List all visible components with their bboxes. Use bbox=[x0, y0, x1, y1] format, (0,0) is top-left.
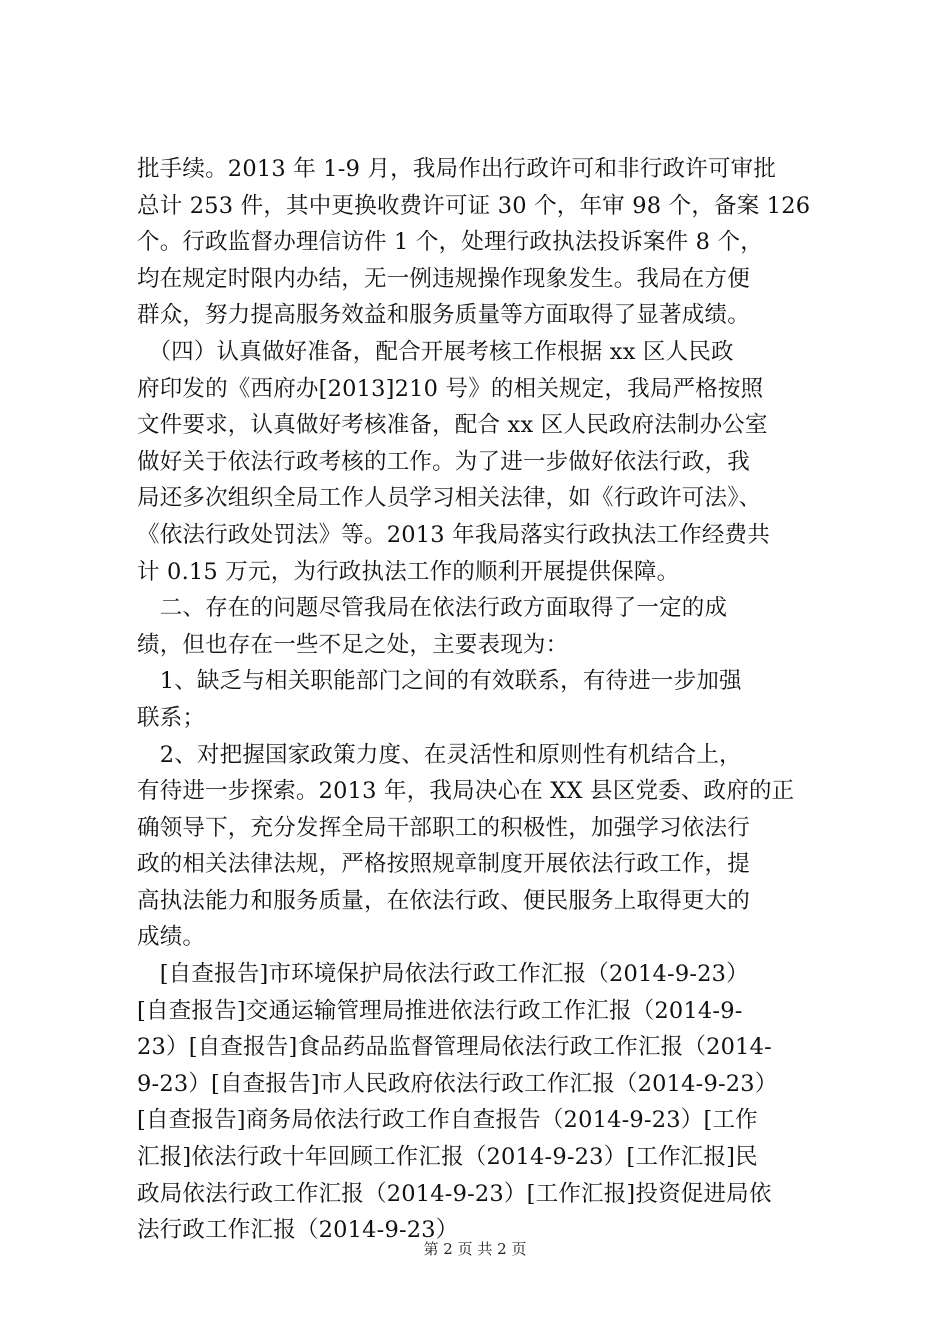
text-line: 文件要求，认真做好考核准备，配合 xx 区人民政府法制办公室 bbox=[137, 412, 768, 439]
text-line: 府印发的《西府办[2013]210 号》的相关规定，我局严格按照 bbox=[137, 375, 764, 402]
text-line: [自查报告]商务局依法行政工作自查报告（2014-9-23）[工作 bbox=[137, 1107, 758, 1134]
text-line: 群众，努力提高服务效益和服务质量等方面取得了显著成绩。 bbox=[137, 302, 750, 329]
text-line: 政局依法行政工作汇报（2014-9-23）[工作汇报]投资促进局依 bbox=[137, 1180, 772, 1207]
text-line: 批手续。2013 年 1-9 月，我局作出行政许可和非行政许可审批 bbox=[137, 156, 777, 182]
text-line: 政的相关法律法规，严格按照规章制度开展依法行政工作，提 bbox=[137, 851, 750, 878]
page-footer bbox=[0, 1238, 950, 1259]
text-line: 确领导下，充分发挥全局干部职工的积极性，加强学习依法行 bbox=[137, 814, 750, 841]
text-line: 2、对把握国家政策力度、在灵活性和原则性有机结合上， bbox=[137, 741, 742, 768]
text-line: 局还多次组织全局工作人员学习相关法律，如《行政许可法》、 bbox=[137, 485, 762, 512]
text-line: 联系； bbox=[137, 704, 206, 731]
text-line: [自查报告]交通运输管理局推进依法行政工作汇报（2014-9- bbox=[137, 997, 743, 1024]
text-line: 有待进一步探索。2013 年，我局决心在 XX 县区党委、政府的正 bbox=[137, 778, 795, 805]
text-line: 1、缺乏与相关职能部门之间的有效联系，有待进一步加强 bbox=[137, 668, 742, 695]
page-number-label: 第 2 页 共 2 页 bbox=[423, 1240, 527, 1258]
text-line: 二、存在的问题尽管我局在依法行政方面取得了一定的成 bbox=[137, 595, 728, 622]
text-line: 成绩。 bbox=[137, 924, 206, 951]
text-line: 做好关于依法行政考核的工作。为了进一步做好依法行政，我 bbox=[137, 448, 750, 475]
text-line: 高执法能力和服务质量，在依法行政、便民服务上取得更大的 bbox=[137, 887, 750, 914]
text-line: 法行政工作汇报（2014-9-23） bbox=[137, 1217, 459, 1244]
text-line: 《依法行政处罚法》等。2013 年我局落实行政执法工作经费共 bbox=[137, 521, 770, 548]
text-line: 9-23）[自查报告]市人民政府依法行政工作汇报（2014-9-23） bbox=[137, 1070, 778, 1097]
text-line: 23）[自查报告]食品药品监督管理局依法行政工作汇报（2014- bbox=[137, 1034, 772, 1061]
text-line: （四）认真做好准备，配合开展考核工作根据 xx 区人民政 bbox=[137, 338, 734, 365]
text-line: [自查报告]市环境保护局依法行政工作汇报（2014-9-23） bbox=[137, 961, 749, 988]
text-line: 计 0.15 万元，为行政执法工作的顺利开展提供保障。 bbox=[137, 558, 680, 585]
text-line: 绩，但也存在一些不足之处，主要表现为： bbox=[137, 631, 569, 658]
text-line: 个。行政监督办理信访件 1 个，处理行政执法投诉案件 8 个， bbox=[137, 229, 763, 256]
text-line: 汇报]依法行政十年回顾工作汇报（2014-9-23）[工作汇报]民 bbox=[137, 1144, 758, 1171]
text-line: 总计 253 件，其中更换收费许可证 30 个，年审 98 个，备案 126 bbox=[137, 192, 811, 219]
text-line: 均在规定时限内办结，无一例违规操作现象发生。我局在方便 bbox=[137, 265, 750, 292]
document-body bbox=[137, 151, 837, 1249]
